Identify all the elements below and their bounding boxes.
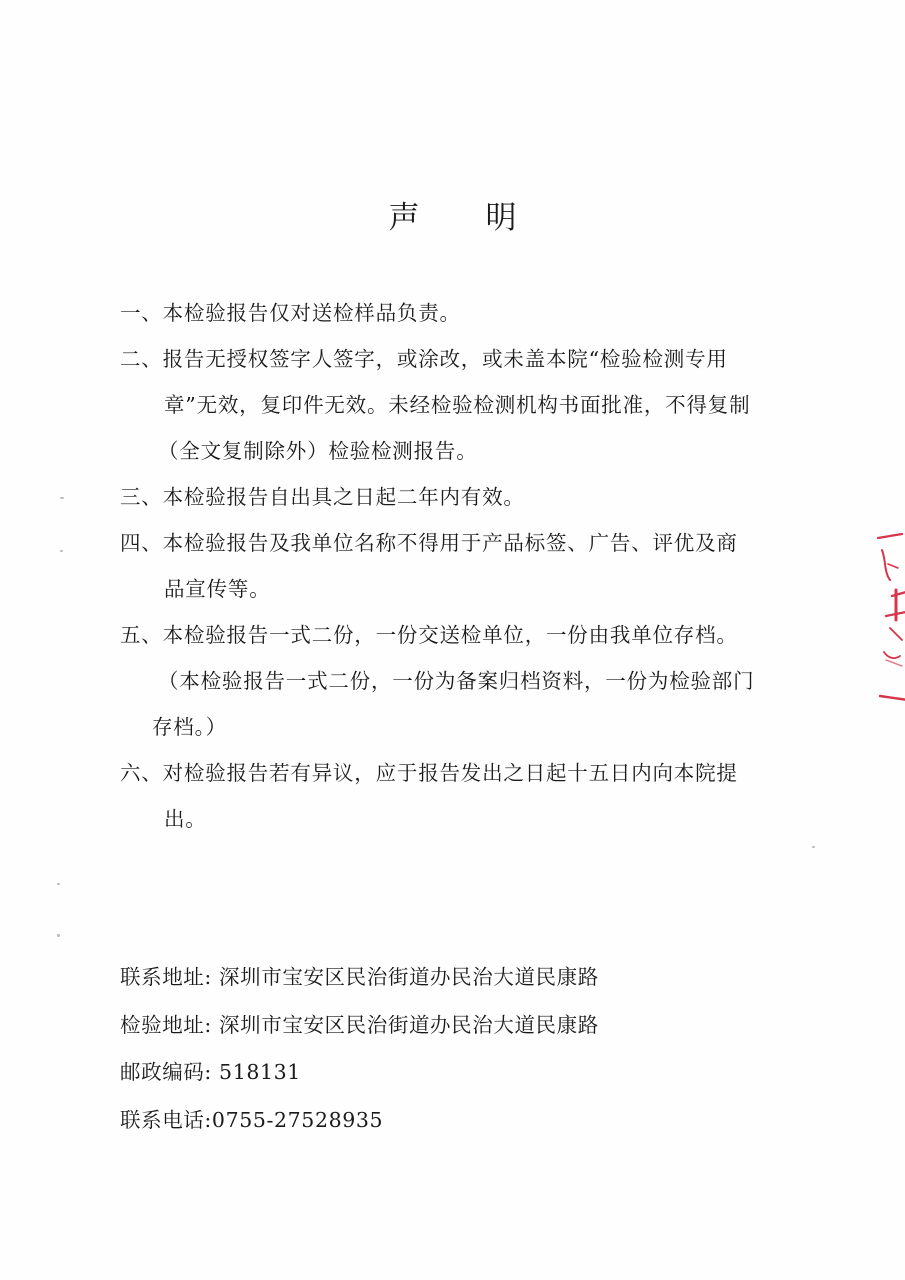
clause-line: 品宣传等。 xyxy=(164,577,271,601)
phone-label: 联系电话: xyxy=(120,1107,212,1132)
postcode-row xyxy=(120,1049,780,1097)
clause-6 xyxy=(120,750,790,842)
title-char: 声 xyxy=(388,200,420,236)
clause-line: 二、报告无授权签字人签字，或涂改，或未盖本院“检验检测专用 xyxy=(120,347,728,371)
clause-line: 三、本检验报告自出具之日起二年内有效。 xyxy=(120,485,525,509)
clause-1 xyxy=(120,290,790,336)
test-address-value: 深圳市宝安区民治街道办民治大道民康路 xyxy=(219,1012,599,1037)
clause-line: 五、本检验报告一式二份，一份交送检单位，一份由我单位存档。 xyxy=(120,623,738,647)
test-address-row xyxy=(120,1002,780,1050)
declaration-clauses xyxy=(120,290,790,842)
title-char: 明 xyxy=(485,200,517,236)
contact-address-label: 联系地址: xyxy=(120,965,212,989)
clause-5 xyxy=(120,612,790,750)
clause-line: 章”无效，复印件无效。未经检验检测机构书面批准，不得复制 xyxy=(164,393,751,417)
postcode-value: 518131 xyxy=(219,1060,301,1084)
phone-value: 0755-27528935 xyxy=(211,1107,384,1132)
contact-address-value: 深圳市宝安区民治街道办民治大道民康路 xyxy=(219,965,599,989)
clause-3 xyxy=(120,474,790,520)
postcode-label: 邮政编码: xyxy=(120,1060,212,1084)
clause-2 xyxy=(120,336,790,474)
contact-info xyxy=(120,954,780,1144)
phone-row xyxy=(120,1097,780,1145)
seal-edge-icon xyxy=(872,520,905,710)
clause-line: 六、对检验报告若有异议，应于报告发出之日起十五日内向本院提 xyxy=(120,761,738,785)
clause-line: 一、本检验报告仅对送检样品负责。 xyxy=(120,301,461,325)
page-title xyxy=(0,192,905,237)
contact-address-row xyxy=(120,954,780,1002)
clause-line: 四、本检验报告及我单位名称不得用于产品标签、广告、评优及商 xyxy=(120,531,738,555)
clause-line: （本检验报告一式二份，一份为备案归档资料，一份为检验部门 xyxy=(158,669,755,693)
clause-line: 存档。） xyxy=(152,715,227,739)
scan-speck xyxy=(812,846,815,848)
scan-speck xyxy=(60,497,64,499)
scan-speck xyxy=(60,550,63,552)
clause-line: （全文复制除外）检验检测报告。 xyxy=(158,439,478,463)
scan-speck xyxy=(57,934,60,937)
clause-line: 出。 xyxy=(164,807,207,831)
test-address-label: 检验地址: xyxy=(120,1012,212,1037)
clause-4 xyxy=(120,520,790,612)
scan-speck xyxy=(57,883,60,885)
